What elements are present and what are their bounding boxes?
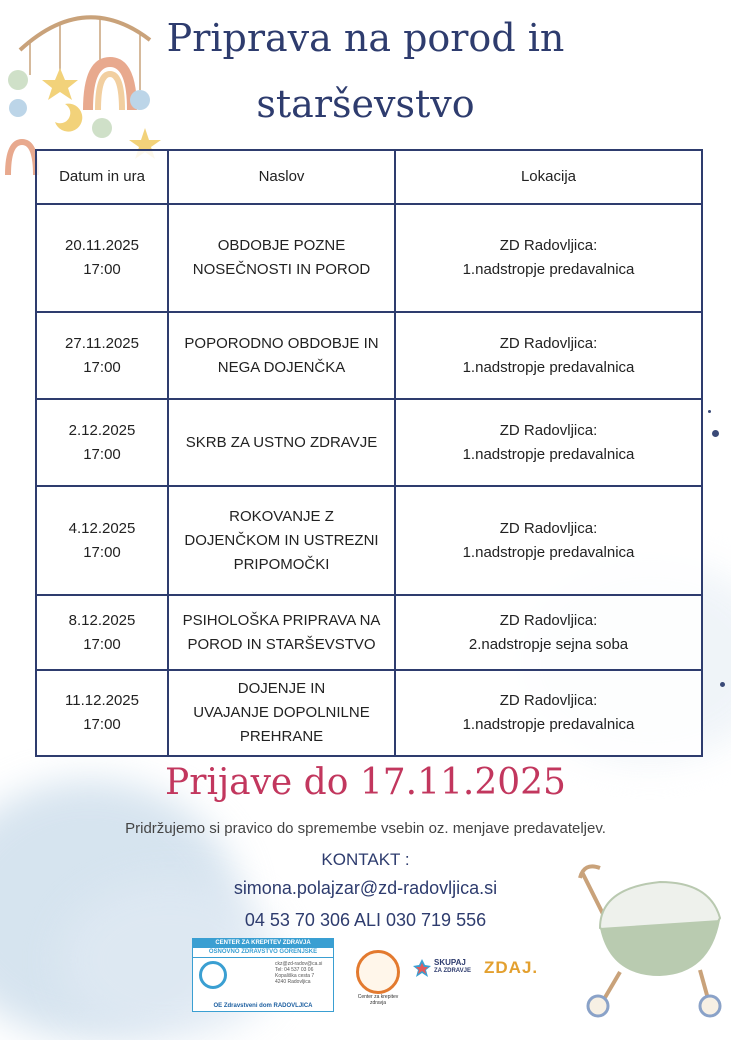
session-location-line: 1.nadstropje predavalnica	[462, 358, 635, 376]
session-time: 17:00	[83, 716, 121, 733]
column-header-location: Lokacija	[395, 150, 702, 204]
session-time: 17:00	[83, 635, 121, 653]
column-header-title: Naslov	[168, 150, 395, 204]
session-date: 27.11.2025	[65, 334, 139, 352]
session-datetime	[36, 399, 168, 486]
session-date: 20.11.2025	[65, 237, 139, 254]
column-header-date: Datum in ura	[36, 150, 168, 204]
session-location	[395, 670, 702, 756]
session-location	[395, 486, 702, 595]
session-location-line: 1.nadstropje predavalnica	[462, 261, 635, 278]
session-location-line: ZD Radovljica:	[499, 519, 598, 537]
zd-logo-label: Center za krepitev zdravja	[357, 994, 399, 1006]
table-row	[36, 486, 702, 595]
session-title-line: PSIHOLOŠKA PRIPRAVA NA	[182, 611, 381, 629]
session-datetime	[36, 670, 168, 756]
session-title-line: NEGA DOJENČKA	[217, 358, 346, 376]
skupaj-za-zdravje-logo: SKUPAJ ZA ZDRAVJE	[410, 958, 476, 982]
session-title-line: POPORODNO OBDOBJE IN	[184, 334, 379, 352]
session-location-line: ZD Radovljica:	[499, 611, 598, 629]
session-title-line: ROKOVANJE Z	[229, 507, 334, 525]
session-title	[168, 670, 395, 756]
zd-radovljica-logo	[352, 944, 404, 1014]
session-title-line: PREHRANE	[239, 728, 324, 745]
table-row	[36, 312, 702, 399]
page-title-line1: Priprava na porod in	[166, 16, 565, 60]
session-title	[168, 595, 395, 670]
contact-label: KONTAKT :	[321, 850, 410, 869]
session-location-line: ZD Radovljica:	[499, 237, 598, 254]
session-title-line: DOJENJE IN	[237, 680, 326, 697]
star-logo-icon	[412, 958, 432, 978]
table-header-row	[36, 150, 702, 204]
session-time: 17:00	[83, 358, 121, 376]
ink-dot	[712, 430, 719, 437]
session-title-line: DOJENČKOM IN USTREZNI	[184, 531, 379, 549]
table-row	[36, 399, 702, 486]
session-title-line: POROD IN STARŠEVSTVO	[187, 635, 376, 653]
session-location-line: ZD Radovljica:	[499, 334, 598, 352]
session-location	[395, 204, 702, 312]
session-date: 11.12.2025	[65, 692, 139, 709]
session-location-line: 1.nadstropje predavalnica	[462, 716, 635, 733]
session-location-line: 1.nadstropje predavalnica	[462, 445, 635, 463]
ckz-logo-head2: OSNOVNO ZDRAVSTVO GORENJSKE	[193, 948, 333, 958]
schedule-table	[35, 149, 703, 757]
table-row	[36, 670, 702, 756]
session-title-line: NOSEČNOSTI IN POROD	[192, 261, 371, 278]
session-time: 17:00	[83, 261, 121, 278]
session-title	[168, 486, 395, 595]
ckz-address: ckz@zd-radov@ca.si Tel: 04 537 03 06 Kopališka cesta 7 4240 Radovljica	[275, 961, 323, 985]
session-location-line: 1.nadstropje predavalnica	[462, 543, 635, 561]
session-time: 17:00	[83, 543, 121, 561]
ckz-logo-head1: CENTER ZA KREPITEV ZDRAVJA	[193, 939, 333, 948]
session-title-line: OBDOBJE POZNE	[217, 237, 346, 254]
session-date: 2.12.2025	[68, 421, 136, 439]
table-row	[36, 595, 702, 670]
baby-stroller-icon	[560, 858, 728, 1018]
disclaimer-note: Pridržujemo si pravico do spremembe vsebin oz. menjave predavateljev.	[125, 820, 606, 837]
session-datetime	[36, 486, 168, 595]
session-title	[168, 312, 395, 399]
session-title-line: SKRB ZA USTNO ZDRAVJE	[185, 433, 378, 451]
session-title-line: UVAJANJE DOPOLNILNE	[193, 704, 370, 721]
session-location-line: ZD Radovljica:	[499, 692, 598, 709]
session-title-line: PRIPOMOČKI	[233, 555, 330, 573]
zdaj-logo: ZDAJ.	[484, 958, 539, 977]
session-title	[168, 204, 395, 312]
session-title	[168, 399, 395, 486]
session-date: 4.12.2025	[68, 519, 136, 537]
family-emblem-icon	[356, 950, 400, 994]
session-date: 8.12.2025	[68, 611, 136, 629]
table-row	[36, 204, 702, 312]
session-location	[395, 399, 702, 486]
session-location-line: 2.nadstropje sejna soba	[468, 635, 629, 653]
session-datetime	[36, 595, 168, 670]
ckz-logo	[192, 938, 334, 1012]
session-location-line: ZD Radovljica:	[499, 421, 598, 439]
session-location	[395, 595, 702, 670]
contact-email[interactable]: simona.polajzar@zd-radovljica.si	[233, 878, 498, 898]
contact-phones[interactable]: 04 53 70 306 ALI 030 719 556	[244, 910, 487, 930]
session-datetime	[36, 312, 168, 399]
session-location	[395, 312, 702, 399]
ckz-logo-foot: OE Zdravstveni dom RADOVLJICA	[213, 1003, 313, 1009]
ink-dot	[708, 410, 711, 413]
ink-dot	[720, 682, 725, 687]
session-time: 17:00	[83, 445, 121, 463]
session-datetime	[36, 204, 168, 312]
registration-deadline: Prijave do 17.11.2025	[165, 762, 566, 803]
page-title-line2: starševstvo	[256, 82, 475, 126]
ckz-emblem-icon	[199, 961, 227, 989]
